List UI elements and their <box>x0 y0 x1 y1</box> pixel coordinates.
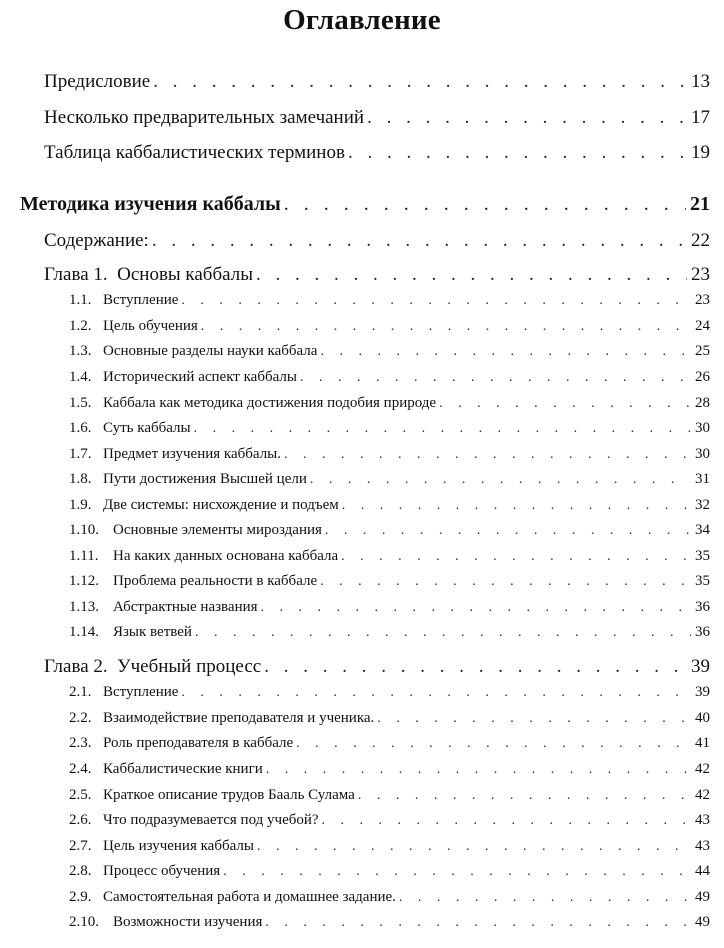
section-page: 44 <box>695 863 710 879</box>
section-number: 1.2. <box>69 318 92 334</box>
toc-entry-label: Предисловие <box>44 71 151 92</box>
section-title: Предмет изучения каббалы. <box>103 446 282 462</box>
section-number: 2.2. <box>69 710 92 726</box>
toc-entry-page: 13 <box>691 71 710 92</box>
section-title: Абстрактные названия <box>113 599 258 615</box>
section-number: 2.6. <box>69 812 92 828</box>
toc-entry-page: 39 <box>691 656 710 677</box>
dot-leader <box>310 472 691 488</box>
toc-section[interactable] <box>69 684 710 701</box>
dot-leader <box>181 293 691 309</box>
section-title: Цель изучения каббалы <box>103 838 254 854</box>
section-number: 1.9. <box>69 497 92 513</box>
toc-section[interactable] <box>69 497 710 514</box>
section-page: 32 <box>695 497 710 513</box>
section-title: Процесс обучения <box>103 863 221 879</box>
dot-leader <box>300 370 691 386</box>
section-page: 35 <box>695 548 710 564</box>
toc-section[interactable] <box>69 599 710 616</box>
section-title: На каких данных основана каббала <box>113 548 339 564</box>
toc-section[interactable] <box>69 395 710 412</box>
toc-section[interactable] <box>69 914 710 931</box>
section-title: Пути достижения Высшей цели <box>103 471 307 487</box>
section-page: 23 <box>695 292 710 308</box>
section-page: 24 <box>695 318 710 334</box>
dot-leader <box>201 319 691 335</box>
toc-section[interactable] <box>69 710 710 727</box>
toc-section[interactable] <box>69 735 710 752</box>
toc-entry-page: 21 <box>690 193 710 215</box>
dot-leader <box>223 864 691 880</box>
dot-leader <box>439 396 691 412</box>
section-title: Взаимодействие преподавателя и ученика. <box>103 710 375 726</box>
section-title: Роль преподавателя в каббале <box>103 735 294 751</box>
dot-leader <box>265 915 691 931</box>
page-title: Оглавление <box>283 4 441 36</box>
section-page: 41 <box>695 735 710 751</box>
section-page: 25 <box>695 343 710 359</box>
section-page: 40 <box>695 710 710 726</box>
toc-entry-label: Содержание: <box>44 230 149 251</box>
section-page: 39 <box>695 684 710 700</box>
section-number: 2.5. <box>69 787 92 803</box>
section-page: 30 <box>695 420 710 436</box>
section-number: 2.10. <box>69 914 99 930</box>
section-number: 2.7. <box>69 838 92 854</box>
dot-leader <box>261 600 691 616</box>
section-number: 2.3. <box>69 735 92 751</box>
dot-leader <box>341 549 691 565</box>
toc-entry-label: Несколько предварительных замечаний <box>44 107 365 128</box>
toc-section[interactable] <box>69 420 710 437</box>
section-title: Основные разделы науки каббала <box>103 343 318 359</box>
dot-leader <box>152 230 687 252</box>
dot-leader <box>256 264 687 286</box>
dot-leader <box>181 685 691 701</box>
section-number: 1.3. <box>69 343 92 359</box>
toc-chapter-1[interactable] <box>44 264 710 286</box>
section-page: 30 <box>695 446 710 462</box>
dot-leader <box>153 71 687 93</box>
toc-entry-contents[interactable] <box>44 230 710 252</box>
section-number: 1.11. <box>69 548 99 564</box>
section-title: Проблема реальности в каббале <box>113 573 318 589</box>
toc-entry-label: Методика изучения каббалы <box>20 193 281 215</box>
dot-leader <box>377 711 691 727</box>
section-number: 1.7. <box>69 446 92 462</box>
section-title: Две системы: нисхождение и подъем <box>103 497 339 513</box>
toc-section[interactable] <box>69 446 710 463</box>
toc-section[interactable] <box>69 624 710 641</box>
section-page: 35 <box>695 573 710 589</box>
dot-leader <box>257 839 691 855</box>
section-title: Самостоятельная работа и домашнее задание. <box>103 889 396 905</box>
toc-section[interactable] <box>69 863 710 880</box>
toc-entry-page: 19 <box>691 142 710 163</box>
dot-leader <box>322 813 691 829</box>
dot-leader <box>348 142 687 164</box>
dot-leader <box>296 736 691 752</box>
section-number: 1.10. <box>69 522 99 538</box>
toc-chapter-label: Глава 2. Учебный процесс <box>44 656 262 677</box>
section-number: 2.4. <box>69 761 92 777</box>
section-page: 43 <box>695 838 710 854</box>
toc-chapter-label: Глава 1. Основы каббалы <box>44 264 253 285</box>
toc-entry-page: 17 <box>691 107 710 128</box>
toc-entry-terms-table[interactable] <box>44 142 710 164</box>
dot-leader <box>195 625 691 641</box>
section-page: 49 <box>695 914 710 930</box>
section-page: 43 <box>695 812 710 828</box>
dot-leader <box>399 890 691 906</box>
section-page: 28 <box>695 395 710 411</box>
section-number: 1.12. <box>69 573 99 589</box>
section-number: 2.8. <box>69 863 92 879</box>
dot-leader <box>284 447 691 463</box>
section-number: 2.1. <box>69 684 92 700</box>
toc-section[interactable] <box>69 522 710 539</box>
toc-section[interactable] <box>69 343 710 360</box>
toc-part-heading[interactable] <box>20 193 710 216</box>
toc-entry-preliminary-remarks[interactable] <box>44 107 710 129</box>
toc-entry-page: 23 <box>691 264 710 285</box>
dot-leader <box>194 421 691 437</box>
section-page: 34 <box>695 522 710 538</box>
section-title: Цель обучения <box>103 318 198 334</box>
toc-chapter-2[interactable] <box>44 656 710 678</box>
toc-section[interactable] <box>69 292 710 309</box>
toc-section[interactable] <box>69 548 710 565</box>
dot-leader <box>320 574 691 590</box>
section-title: Основные элементы мироздания <box>113 522 322 538</box>
section-title: Суть каббалы <box>103 420 191 436</box>
dot-leader <box>266 762 691 778</box>
section-title: Вступление <box>103 684 179 700</box>
section-title: Язык ветвей <box>113 624 192 640</box>
section-number: 1.14. <box>69 624 99 640</box>
section-number: 1.1. <box>69 292 92 308</box>
section-number: 2.9. <box>69 889 92 905</box>
toc-section[interactable] <box>69 369 710 386</box>
section-title: Вступление <box>103 292 179 308</box>
section-number: 1.13. <box>69 599 99 615</box>
toc-section[interactable] <box>69 471 710 488</box>
toc-section[interactable] <box>69 812 710 829</box>
toc-section[interactable] <box>69 318 710 335</box>
section-page: 42 <box>695 787 710 803</box>
section-number: 1.6. <box>69 420 92 436</box>
toc-entry-page: 22 <box>691 230 710 251</box>
toc-entry-label: Таблица каббалистических терминов <box>44 142 345 163</box>
section-page: 42 <box>695 761 710 777</box>
section-number: 1.5. <box>69 395 92 411</box>
dot-leader <box>358 788 691 804</box>
dot-leader <box>367 107 687 129</box>
section-page: 36 <box>695 624 710 640</box>
toc-section[interactable] <box>69 761 710 778</box>
section-title: Исторический аспект каббалы <box>103 369 297 385</box>
dot-leader <box>342 498 691 514</box>
section-title: Каббала как методика достижения подобия природе <box>103 395 437 411</box>
section-title: Краткое описание трудов Бааль Сулама <box>103 787 355 803</box>
dot-leader <box>325 523 691 539</box>
dot-leader <box>284 193 686 216</box>
section-page: 49 <box>695 889 710 905</box>
section-title: Что подразумевается под учебой? <box>103 812 319 828</box>
section-number: 1.8. <box>69 471 92 487</box>
section-number: 1.4. <box>69 369 92 385</box>
toc-section[interactable] <box>69 573 710 590</box>
section-title: Каббалистические книги <box>103 761 263 777</box>
section-page: 36 <box>695 599 710 615</box>
section-page: 31 <box>695 471 710 487</box>
toc-entry-preface[interactable] <box>44 71 710 93</box>
section-title: Возможности изучения <box>113 914 263 930</box>
toc-section[interactable] <box>69 889 710 906</box>
section-page: 26 <box>695 369 710 385</box>
toc-section[interactable] <box>69 787 710 804</box>
dot-leader <box>320 344 691 360</box>
dot-leader <box>264 656 687 678</box>
toc-section[interactable] <box>69 838 710 855</box>
